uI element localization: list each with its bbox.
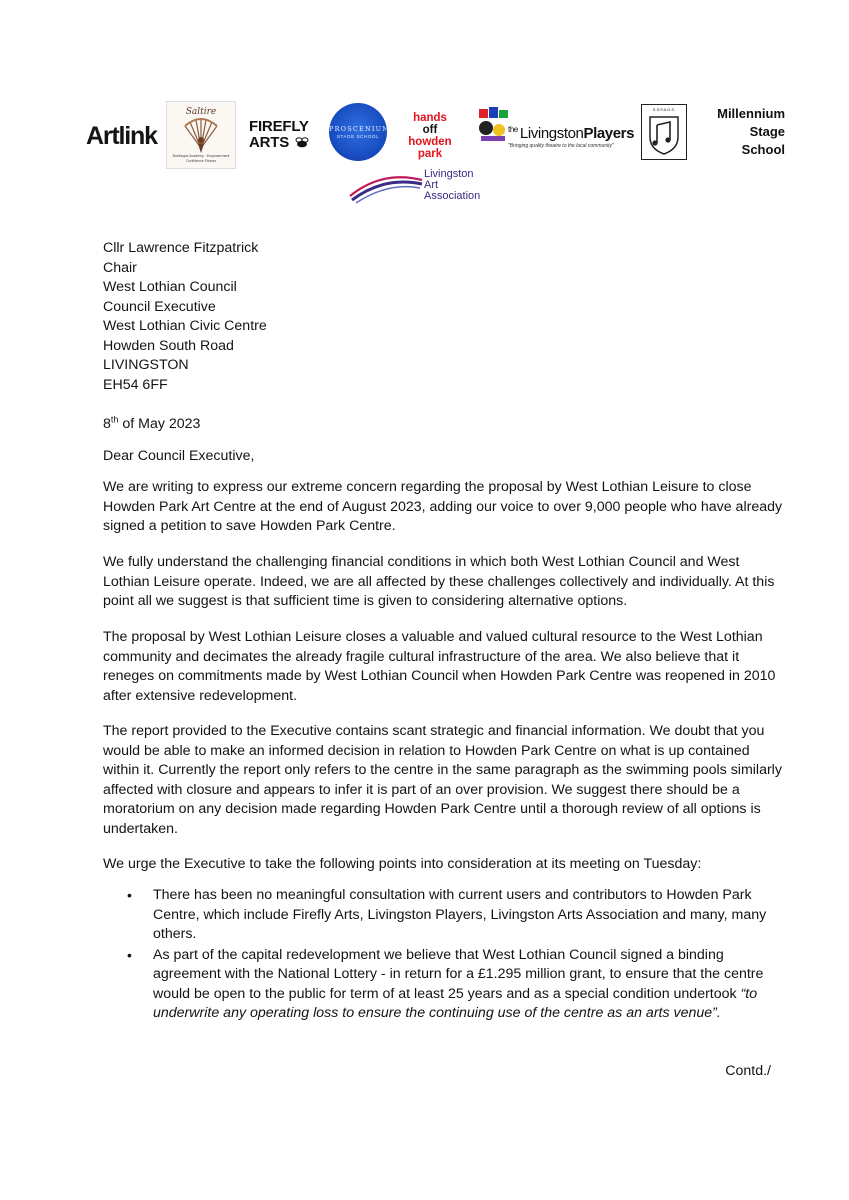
theatre-masks-icon <box>477 106 511 146</box>
address-line: West Lothian Council <box>103 279 237 295</box>
lottery-condition-quote: “to underwrite any operating loss to ensure the continuing use of the centre as an arts venue”. <box>153 985 758 1021</box>
hands-logo-line1: hands <box>413 112 447 124</box>
address-line: West Lothian Civic Centre <box>103 318 267 334</box>
points-list <box>103 886 783 1024</box>
saltire-logo-title: Saltire <box>185 107 217 117</box>
hands-logo-line4: park <box>417 148 443 160</box>
body-paragraph: We fully understand the challenging financial conditions in which both West Lothian Council and West Lothian Leisure operate. Indeed, we are all affected by these challenges collectively and individually. At this point all we suggest is that sufficient time is given to considering alternative options. <box>103 554 775 609</box>
saltire-logo-subtitle: Burlesque Academy · Empowerment Confidence Fitness <box>172 154 230 163</box>
date-suffix: th <box>110 414 119 425</box>
players-logo-name-a: Livingston <box>519 125 584 142</box>
address-line: Chair <box>103 259 137 276</box>
laa-logo-line3: Association <box>424 190 481 202</box>
brush-swoosh-icon <box>348 172 424 204</box>
hands-logo-line3: howden <box>408 136 452 148</box>
body-paragraph: We are writing to express our extreme concern regarding the proposal by West Lothian Leisure to close Howden Park Art Centre at the end of August 2023, adding our voice to over 9,000 people who have already signed a petition to save Howden Park Centre. <box>103 479 783 534</box>
letter-date <box>103 415 783 435</box>
body-paragraph: The report provided to the Executive contains scant strategic and financial information. We doubt that you would be able to make an informed decision in relation to Howden Park Centre on what is up contained within it. Currently the report only refers to the centre in the same paragraph as the swimming pools similarly affected with closure and appears to infer it is part of an over provision. We suggest there should be a moratorium on any decision made regarding Howden Park Centre until a thorough review of all options is undertaken. <box>103 723 782 837</box>
livingston-players-logo <box>508 125 634 142</box>
firefly-logo-line1: FIREFLY <box>249 118 309 135</box>
saltire-logo <box>166 101 236 169</box>
address-line: Council Executive <box>103 298 216 315</box>
proscenium-logo-line2: STAGE SCHOOL <box>336 134 380 139</box>
date-rest: of May 2023 <box>118 416 201 432</box>
proscenium-logo-line1: PROSCENIUM <box>329 125 391 133</box>
shield-icon <box>648 115 680 155</box>
proscenium-stage-school-logo <box>329 103 391 161</box>
date-day: 8 <box>103 416 111 432</box>
firefly-logo-line2: ARTS <box>249 134 290 151</box>
list-item-text: There has been no meaningful consultation with current users and contributors to Howden Park Centre, which include Firefly Arts, Livingston Players, Livingston Arts Association and many, many others. <box>153 887 767 942</box>
address-line: LIVINGSTON <box>103 357 189 373</box>
firefly-arts-logo <box>249 119 311 151</box>
recipient-address <box>103 239 783 395</box>
bee-icon <box>293 137 311 148</box>
mss-logo-line3: School <box>741 142 785 157</box>
firefly-logo-line2-row <box>249 135 311 151</box>
players-logo-the: the <box>508 125 518 134</box>
laa-logo-line1: Livingston <box>424 168 474 180</box>
livingston-art-association-logo <box>424 169 480 202</box>
players-logo-name-b: Players <box>583 125 635 142</box>
list-item-text: As part of the capital redevelopment we believe that West Lothian Council signed a binding agreement with the National Lottery - in return for a £1.295 million grant, to ensure that the centre would be open to the public for term of at least 25 years and as a special condition undertook <box>153 946 764 1002</box>
crest-logo-top: S.S.P.A.D.S. <box>652 107 676 112</box>
bullet-icon: • <box>127 946 132 963</box>
continued-marker: Contd./ <box>725 1063 771 1079</box>
hands-off-howden-park-logo <box>404 112 456 160</box>
laa-logo-line2: Art <box>424 179 439 191</box>
millennium-stage-school-logo <box>690 105 785 159</box>
stage-school-crest-logo <box>641 104 687 160</box>
mss-logo-line2: Stage <box>749 124 785 139</box>
address-line: Cllr Lawrence Fitzpatrick <box>103 240 259 256</box>
hands-logo-line2: off <box>422 124 438 136</box>
artlink-logo: Artlink <box>86 122 157 150</box>
mss-logo-line1: Millennium <box>717 106 785 121</box>
body-paragraph: We urge the Executive to take the following points into consideration at its meeting on Tuesday: <box>103 856 702 872</box>
address-line: Howden South Road <box>103 337 234 354</box>
list-item <box>103 886 783 945</box>
bullet-icon: • <box>127 887 132 903</box>
salutation: Dear Council Executive, <box>103 448 255 464</box>
list-item <box>103 946 783 1024</box>
players-logo-tagline: "Bringing quality theatre to the local community" <box>508 143 614 149</box>
address-line: EH54 6FF <box>103 376 168 393</box>
fan-dancer-icon <box>181 118 221 154</box>
body-paragraph: The proposal by West Lothian Leisure closes a valuable and valued cultural resource to the West Lothian community and decimates the already fragile cultural infrastructure of the area. We also believe that it reneges on commitments made by West Lothian Council when Howden Park Centre was reopened in 2010 after extensive redevelopment. <box>103 629 776 704</box>
